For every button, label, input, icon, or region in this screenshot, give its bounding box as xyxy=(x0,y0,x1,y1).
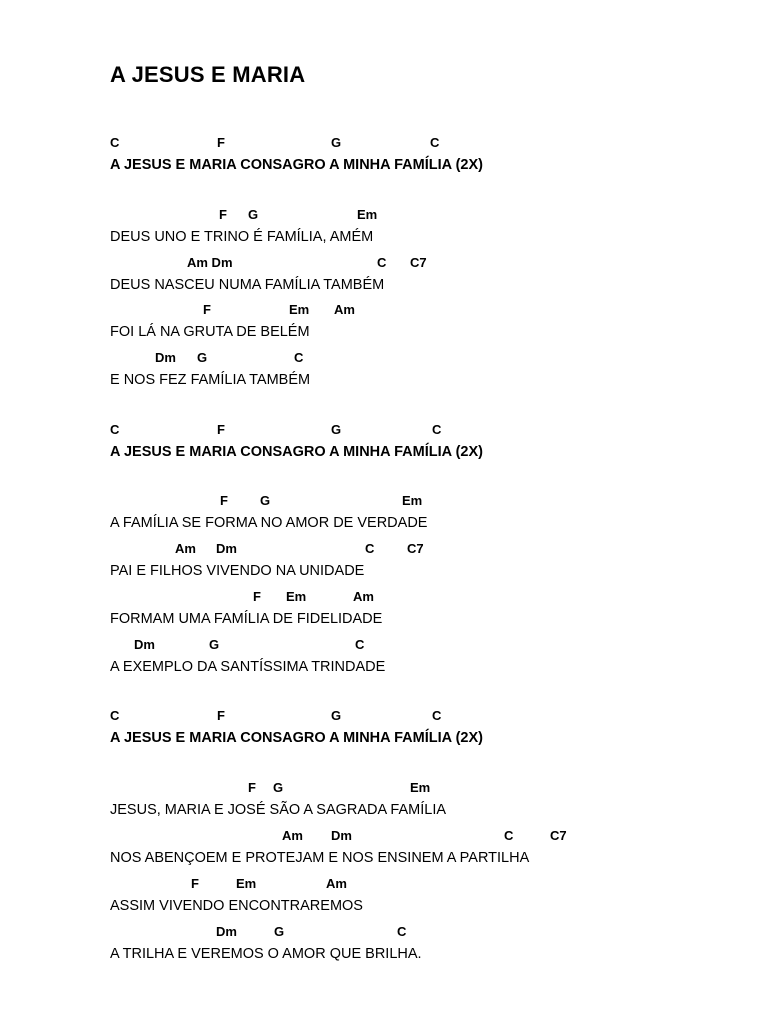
chord: C xyxy=(377,255,387,270)
chord: Em xyxy=(357,207,378,222)
chord: F xyxy=(217,135,225,150)
chord: Dm xyxy=(331,828,352,843)
chord: Em xyxy=(402,493,423,508)
chord: F xyxy=(203,302,211,317)
chord-line xyxy=(0,302,768,320)
chord: C xyxy=(365,541,375,556)
chord: F xyxy=(220,493,228,508)
chord: Am xyxy=(334,302,355,317)
chord-line xyxy=(0,135,768,153)
chord: C7 xyxy=(550,828,567,843)
chord-line xyxy=(0,876,768,894)
lyric-line: FOI LÁ NA GRUTA DE BELÉM xyxy=(110,324,310,340)
chord: G xyxy=(331,135,342,150)
lyric-line: JESUS, MARIA E JOSÉ SÃO A SAGRADA FAMÍLIA xyxy=(110,802,447,818)
lyric-line: A EXEMPLO DA SANTÍSSIMA TRINDADE xyxy=(110,659,386,675)
lyric-line: NOS ABENÇOEM E PROTEJAM E NOS ENSINEM A PARTILHA xyxy=(110,850,530,866)
chord: G xyxy=(331,422,342,437)
chord: C xyxy=(397,924,407,939)
chord-line xyxy=(0,924,768,942)
chord: F xyxy=(253,589,261,604)
chord: C xyxy=(110,708,120,723)
chord: C xyxy=(355,637,365,652)
chord: Dm xyxy=(216,924,237,939)
chord: C xyxy=(504,828,514,843)
chord-line xyxy=(0,207,768,225)
chord: Am xyxy=(353,589,374,604)
chord-line xyxy=(0,828,768,846)
chord: C xyxy=(430,135,440,150)
chord: G xyxy=(274,924,285,939)
chord-line xyxy=(0,637,768,655)
chord: G xyxy=(260,493,271,508)
chord: C xyxy=(294,350,304,365)
lyric-line: FORMAM UMA FAMÍLIA DE FIDELIDADE xyxy=(110,611,383,627)
lyric-line-chorus: A JESUS E MARIA CONSAGRO A MINHA FAMÍLIA (2X) xyxy=(110,730,483,746)
chord: Em xyxy=(236,876,257,891)
chord: Dm xyxy=(155,350,176,365)
chord: G xyxy=(197,350,208,365)
chord: F xyxy=(248,780,256,795)
chord: C7 xyxy=(410,255,427,270)
chord: G xyxy=(331,708,342,723)
chord: C xyxy=(432,708,442,723)
chord: G xyxy=(209,637,220,652)
song-title: A JESUS E MARIA xyxy=(110,62,306,87)
chord: F xyxy=(191,876,199,891)
chord-line xyxy=(0,708,768,726)
chord: Dm xyxy=(216,541,237,556)
chord: Am Dm xyxy=(187,255,233,270)
chord: G xyxy=(248,207,259,222)
chord-line xyxy=(0,255,768,273)
lyric-line: A TRILHA E VEREMOS O AMOR QUE BRILHA. xyxy=(110,946,422,962)
chord: C xyxy=(110,422,120,437)
chord: F xyxy=(217,422,225,437)
chord: Am xyxy=(326,876,347,891)
chord: Am xyxy=(282,828,303,843)
chord: Em xyxy=(289,302,310,317)
chord-line xyxy=(0,541,768,559)
lyric-line: PAI E FILHOS VIVENDO NA UNIDADE xyxy=(110,563,365,579)
chord: Em xyxy=(286,589,307,604)
lyric-line-chorus: A JESUS E MARIA CONSAGRO A MINHA FAMÍLIA (2X) xyxy=(110,444,483,460)
chord: Dm xyxy=(134,637,155,652)
chord: Em xyxy=(410,780,431,795)
chord-line xyxy=(0,780,768,798)
chord-line xyxy=(0,589,768,607)
lyric-line: A FAMÍLIA SE FORMA NO AMOR DE VERDADE xyxy=(110,515,428,531)
lyric-line: E NOS FEZ FAMÍLIA TAMBÉM xyxy=(110,372,311,388)
lyric-line: DEUS NASCEU NUMA FAMÍLIA TAMBÉM xyxy=(110,277,385,293)
chord: G xyxy=(273,780,284,795)
chord: C xyxy=(110,135,120,150)
lyric-line-chorus: A JESUS E MARIA CONSAGRO A MINHA FAMÍLIA (2X) xyxy=(110,157,483,173)
chord-line xyxy=(0,422,768,440)
chord-line xyxy=(0,350,768,368)
chord-line xyxy=(0,493,768,511)
chord: C7 xyxy=(407,541,424,556)
chord: Am xyxy=(175,541,196,556)
lyric-line: ASSIM VIVENDO ENCONTRAREMOS xyxy=(110,898,363,914)
lyric-line: DEUS UNO E TRINO É FAMÍLIA, AMÉM xyxy=(110,229,374,245)
chord: F xyxy=(217,708,225,723)
chord: C xyxy=(432,422,442,437)
chord: F xyxy=(219,207,227,222)
